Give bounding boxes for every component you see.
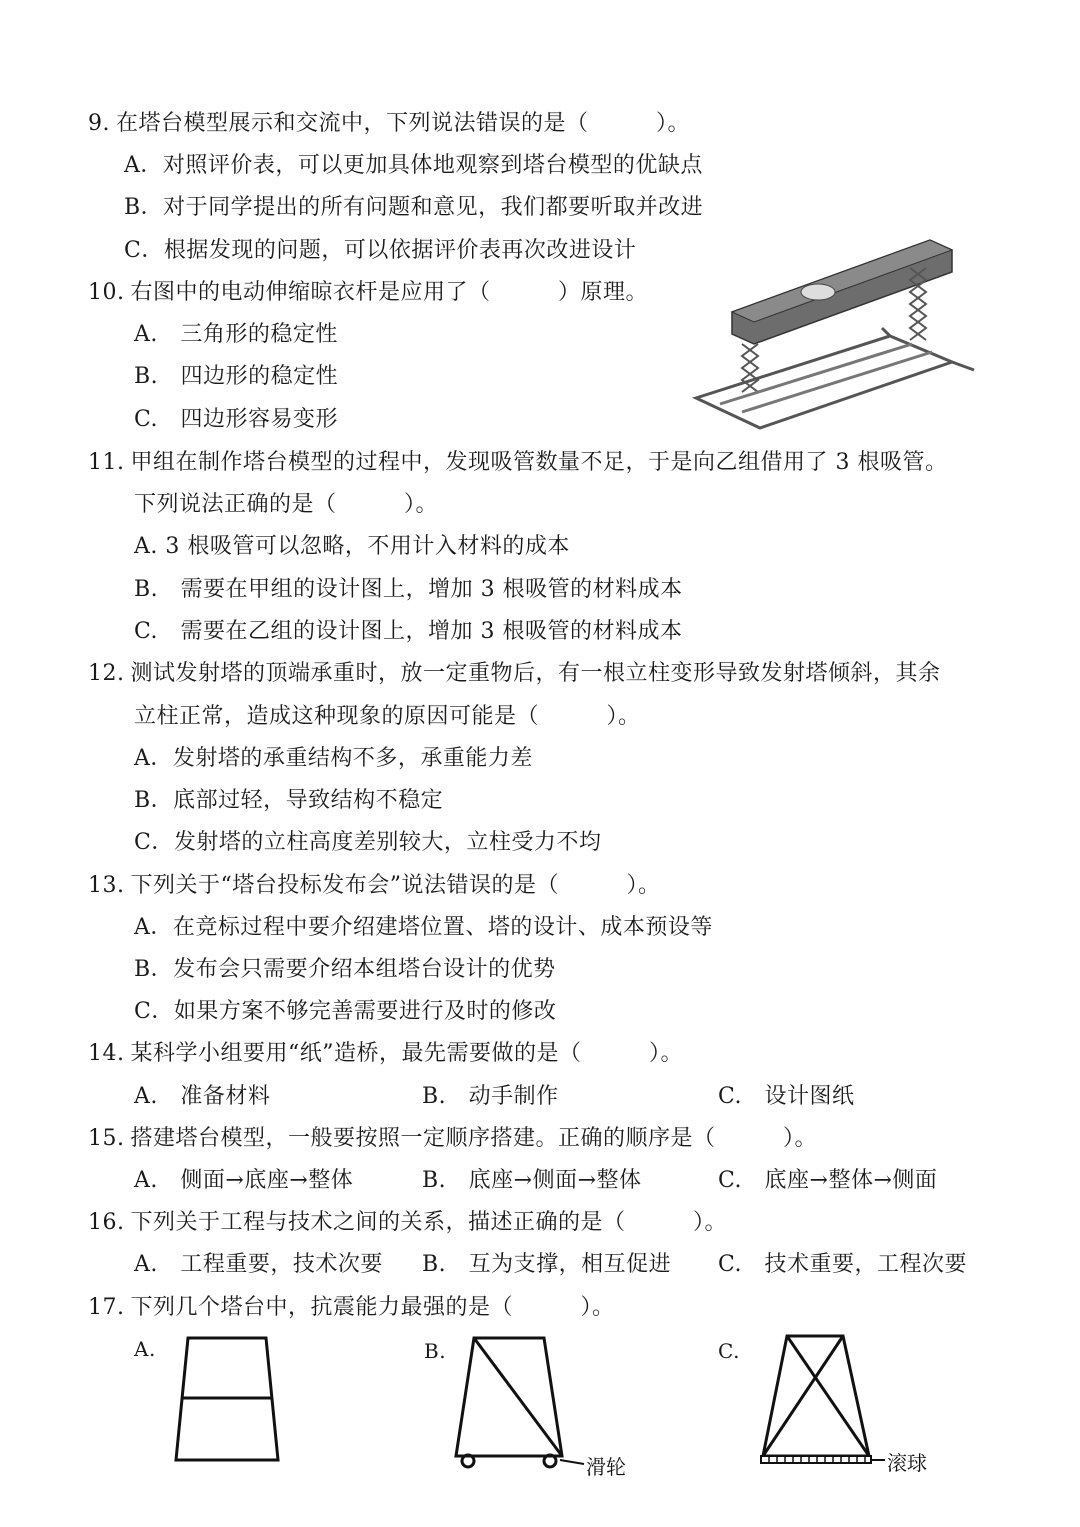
ball-label: 滚球	[887, 1451, 927, 1475]
question-stem: 测试发射塔的顶端承重时，放一定重物后，有一根立柱变形导致发射塔倾斜，其余	[130, 661, 941, 686]
option-a: A．对照评价表，可以更加具体地观察到塔台模型的优缺点	[124, 153, 703, 178]
question-stem: 搭建塔台模型，一般要按照一定顺序搭建。正确的顺序是（ ）。	[130, 1126, 818, 1151]
question-13	[88, 871, 661, 901]
question-17	[88, 1293, 615, 1323]
option-c: C. 四边形容易变形	[134, 407, 339, 432]
question-10	[88, 278, 648, 308]
option-b: B. 底座→侧面→整体	[422, 1168, 642, 1193]
option-c: C.	[718, 1339, 740, 1363]
option-b: B. 四边形的稳定性	[134, 364, 339, 389]
option-b: B．发布会只需要介绍本组塔台设计的优势	[134, 957, 556, 982]
question-stem: 下列关于工程与技术之间的关系，描述正确的是（ ）。	[130, 1210, 728, 1235]
option-b: B．底部过轻，导致结构不稳定	[134, 788, 444, 813]
option-a: A. 工程重要，技术次要	[134, 1252, 383, 1277]
question-15	[88, 1124, 817, 1154]
tower-c-figure	[755, 1330, 945, 1480]
tower-b-figure	[450, 1332, 640, 1482]
option-c: C．如果方案不够完善需要进行及时的修改	[134, 999, 557, 1024]
option-b: B．对于同学提出的所有问题和意见，我们都要听取并改进	[124, 195, 704, 220]
question-stem: 下列几个塔台中，抗震能力最强的是（ ）。	[130, 1295, 615, 1320]
option-b: B. 动手制作	[422, 1084, 559, 1109]
question-14	[88, 1039, 683, 1069]
option-a: A．在竞标过程中要介绍建塔位置、塔的设计、成本预设等	[134, 915, 713, 940]
clothes-rack-figure	[690, 232, 980, 432]
question-number: 15.	[88, 1126, 125, 1151]
option-a: A. 侧面→底座→整体	[134, 1168, 354, 1193]
option-b: B. 互为支撑，相互促进	[422, 1252, 672, 1277]
question-11	[88, 448, 948, 478]
question-number: 14.	[88, 1041, 125, 1066]
question-12	[88, 659, 941, 689]
tower-a-figure	[168, 1332, 288, 1466]
question-stem-continued: 立柱正常，造成这种现象的原因可能是（ ）。	[134, 704, 641, 729]
option-a: A.	[134, 1337, 156, 1361]
option-c: C．根据发现的问题，可以依据评价表再次改进设计	[124, 238, 637, 263]
option-c: C. 需要在乙组的设计图上，增加 3 根吸管的材料成本	[134, 619, 683, 644]
question-stem: 下列关于“塔台投标发布会”说法错误的是（ ）。	[130, 873, 661, 898]
question-16	[88, 1208, 727, 1238]
option-a: A. 三角形的稳定性	[134, 322, 338, 347]
question-stem-continued: 下列说法正确的是（ ）。	[134, 492, 439, 517]
option-c: C．发射塔的立柱高度差别较大，立柱受力不均	[134, 830, 602, 855]
option-b: B. 需要在甲组的设计图上，增加 3 根吸管的材料成本	[134, 577, 683, 602]
option-c: C. 技术重要，工程次要	[718, 1252, 968, 1277]
question-number: 12.	[88, 661, 125, 686]
pulley-label: 滑轮	[586, 1455, 626, 1479]
question-9	[88, 109, 690, 139]
question-number: 11.	[88, 450, 125, 475]
option-a: A. 3 根吸管可以忽略，不用计入材料的成本	[134, 534, 570, 559]
option-a: A. 准备材料	[134, 1084, 271, 1109]
option-a: A．发射塔的承重结构不多，承重能力差	[134, 746, 533, 771]
option-c: C. 设计图纸	[718, 1084, 855, 1109]
question-number: 16.	[88, 1210, 125, 1235]
question-stem: 某科学小组要用“纸”造桥，最先需要做的是（ ）。	[130, 1041, 683, 1066]
option-b: B.	[424, 1339, 447, 1363]
question-stem: 在塔台模型展示和交流中，下列说法错误的是（ ）。	[116, 111, 691, 136]
question-number: 17.	[88, 1295, 125, 1320]
question-number: 10.	[88, 280, 125, 305]
question-stem: 甲组在制作塔台模型的过程中，发现吸管数量不足，于是向乙组借用了 3 根吸管。	[130, 450, 948, 475]
question-stem: 右图中的电动伸缩晾衣杆是应用了（ ）原理。	[130, 280, 649, 305]
question-number: 13.	[88, 873, 125, 898]
option-c: C. 底座→整体→侧面	[718, 1168, 938, 1193]
question-number: 9.	[88, 111, 110, 136]
